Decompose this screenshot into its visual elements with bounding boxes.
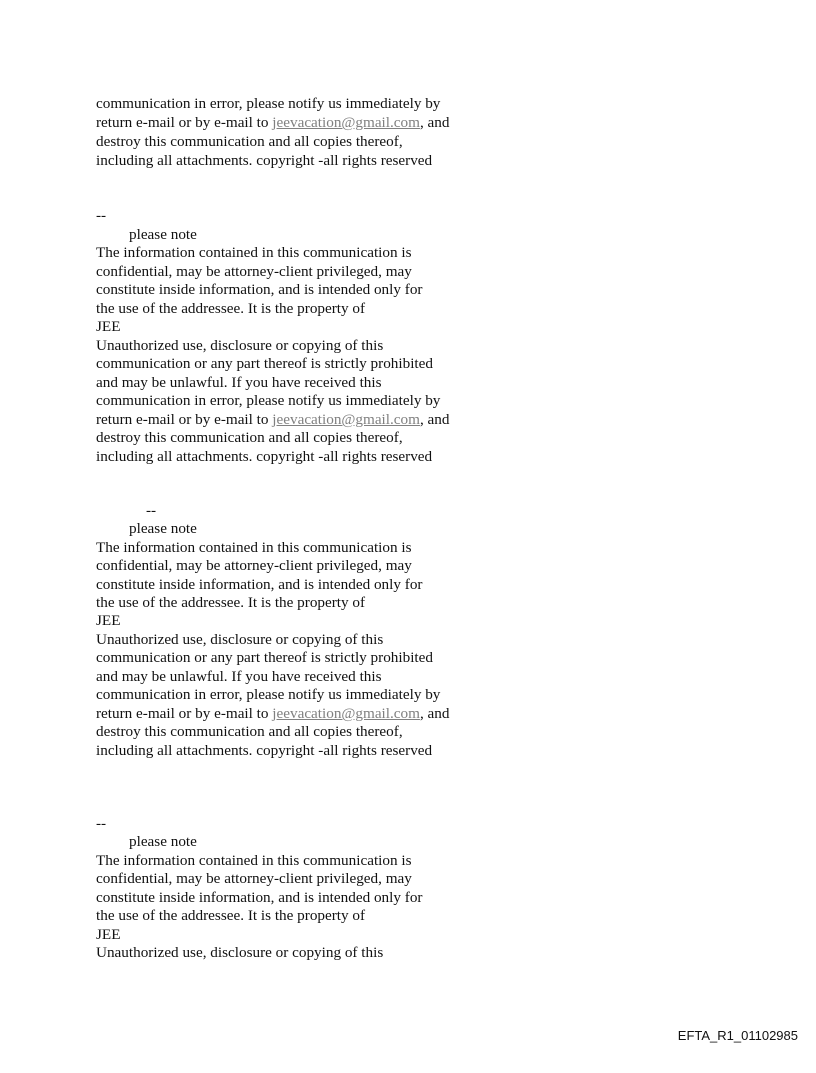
text-line: JEE	[96, 318, 121, 335]
email-link[interactable]: jeevacation@gmail.com	[272, 114, 420, 131]
separator-dashes: --	[146, 502, 157, 519]
text-line-with-link	[96, 114, 449, 132]
document-id-footer: EFTA_R1_01102985	[677, 1028, 798, 1043]
text-segment: , and	[419, 114, 450, 131]
text-line: including all attachments. copyright -all rights reserved	[96, 742, 433, 759]
separator-dashes: --	[96, 207, 107, 224]
text-line: Unauthorized use, disclosure or copying of this	[96, 337, 384, 354]
text-line: confidential, may be attorney-client privileged, may	[96, 557, 412, 574]
text-line: destroy this communication and all copies thereof,	[96, 133, 403, 150]
text-line: and may be unlawful. If you have received this	[96, 374, 382, 391]
text-line: and may be unlawful. If you have received this	[96, 668, 382, 685]
text-line: including all attachments. copyright -all rights reserved	[96, 448, 433, 465]
text-segment: return e-mail or by e-mail to	[96, 114, 273, 131]
email-link[interactable]: jeevacation@gmail.com	[272, 411, 420, 428]
text-line: the use of the addressee. It is the property of	[96, 300, 366, 317]
text-line: communication in error, please notify us immediately by	[96, 686, 441, 703]
text-line: constitute inside information, and is intended only for	[96, 889, 423, 906]
text-line: Unauthorized use, disclosure or copying of this	[96, 944, 384, 961]
note-heading: please note	[129, 520, 197, 537]
text-line: communication or any part thereof is strictly prohibited	[96, 355, 433, 372]
text-line: destroy this communication and all copies thereof,	[96, 429, 403, 446]
text-segment: , and	[419, 705, 450, 722]
text-line: communication in error, please notify us immediately by	[96, 392, 441, 409]
text-line: confidential, may be attorney-client privileged, may	[96, 263, 412, 280]
text-segment: return e-mail or by e-mail to	[96, 705, 273, 722]
text-line-with-link	[96, 411, 449, 429]
text-line: The information contained in this communication is	[96, 244, 412, 261]
text-line: constitute inside information, and is intended only for	[96, 576, 423, 593]
text-line: destroy this communication and all copies thereof,	[96, 723, 403, 740]
text-line: Unauthorized use, disclosure or copying of this	[96, 631, 384, 648]
text-line-with-link	[96, 705, 449, 723]
note-heading: please note	[129, 226, 197, 243]
text-line: The information contained in this communication is	[96, 852, 412, 869]
text-line: The information contained in this communication is	[96, 539, 412, 556]
text-line: constitute inside information, and is intended only for	[96, 281, 423, 298]
email-link[interactable]: jeevacation@gmail.com	[272, 705, 420, 722]
separator-dashes: --	[96, 815, 107, 832]
note-heading: please note	[129, 833, 197, 850]
text-line: communication in error, please notify us immediately by	[96, 95, 441, 112]
text-line: JEE	[96, 926, 121, 943]
text-line: including all attachments. copyright -all rights reserved	[96, 152, 433, 169]
text-line: communication or any part thereof is strictly prohibited	[96, 649, 433, 666]
text-segment: , and	[419, 411, 450, 428]
text-line: confidential, may be attorney-client privileged, may	[96, 870, 412, 887]
text-line: the use of the addressee. It is the property of	[96, 594, 366, 611]
text-line: the use of the addressee. It is the property of	[96, 907, 366, 924]
text-line: JEE	[96, 612, 121, 629]
text-segment: return e-mail or by e-mail to	[96, 411, 273, 428]
